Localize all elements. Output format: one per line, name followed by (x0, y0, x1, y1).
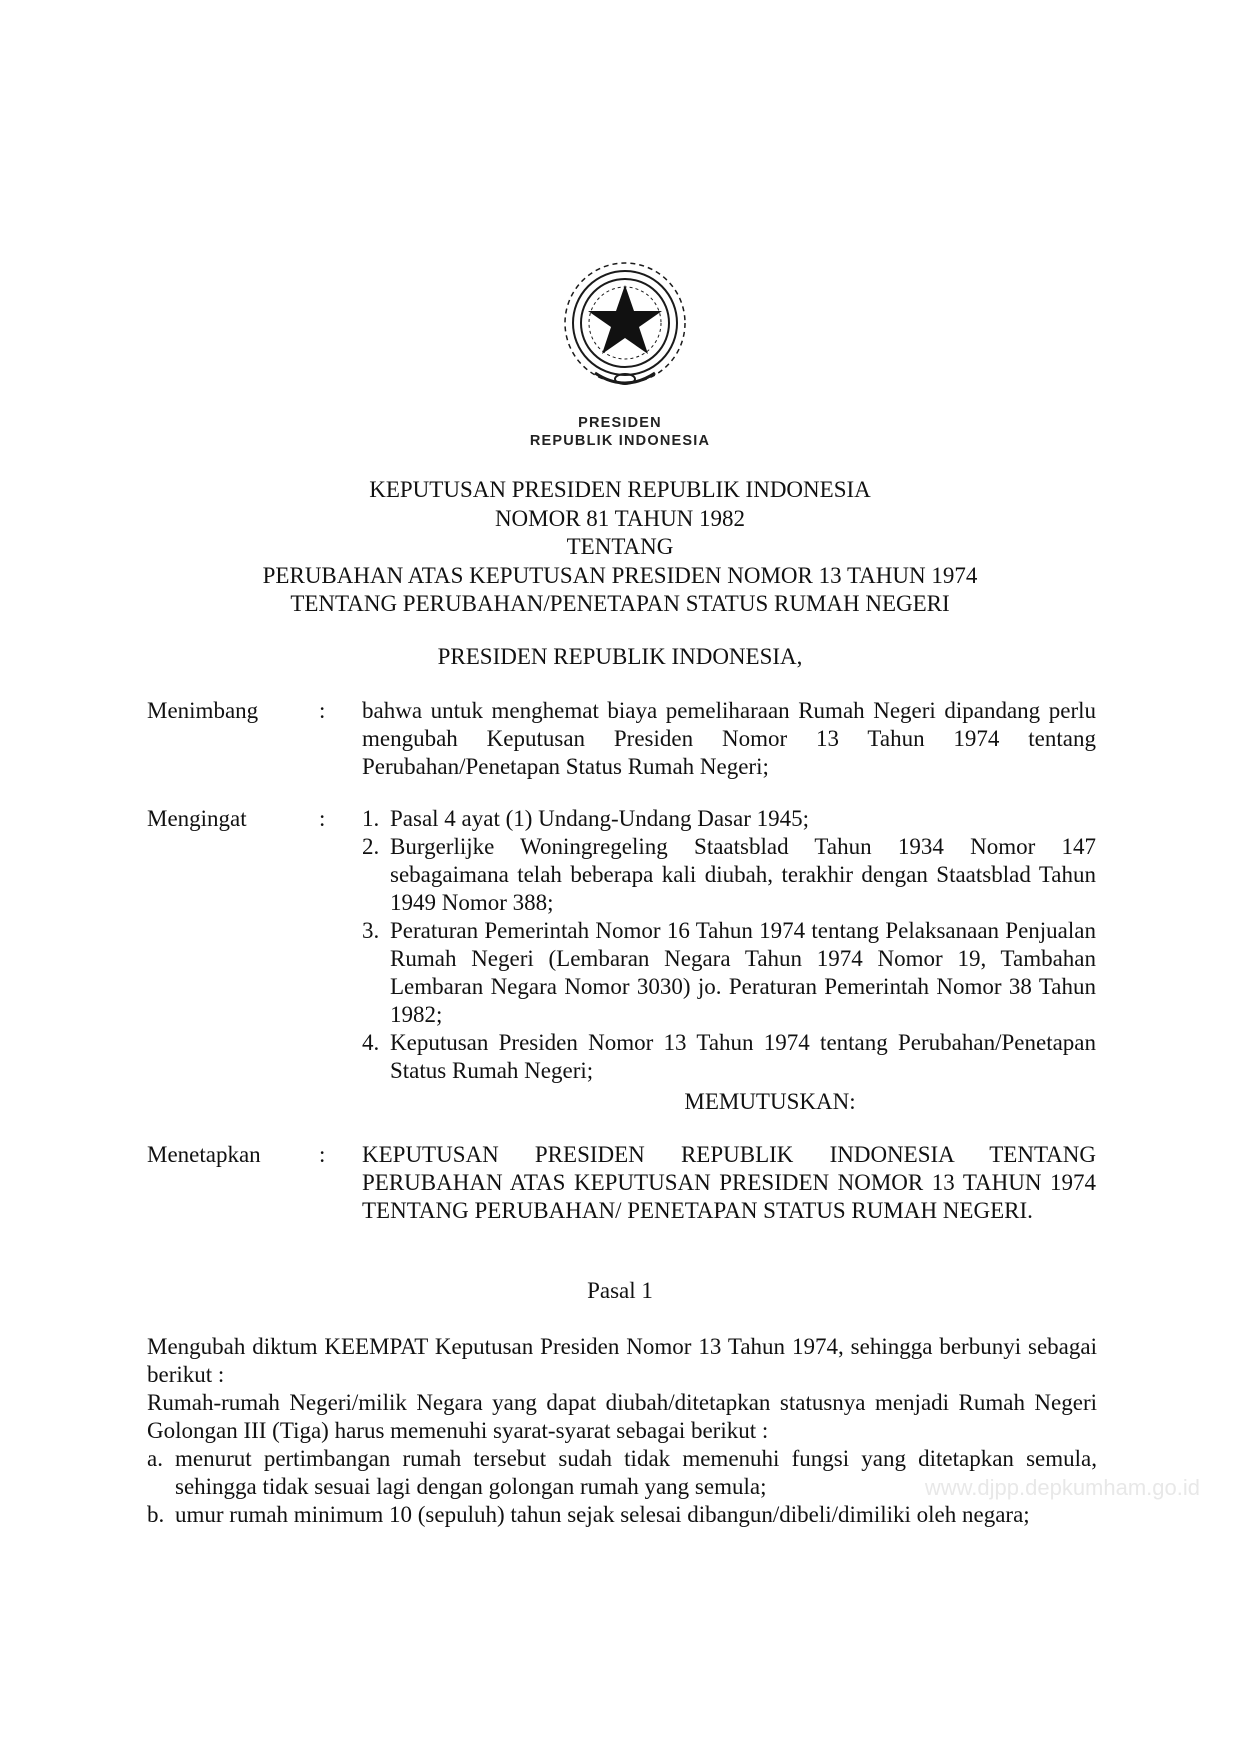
pasal-1-item: a. menurut pertimbangan rumah tersebut sudah tidak memenuhi fungsi yang ditetapkan semula, sehingga tidak sesuai lagi dengan golongan rumah yang semula; (147, 1446, 1097, 1499)
menetapkan-label: Menetapkan (147, 1142, 261, 1167)
pasal-1-body: Rumah-rumah Negeri/milik Negara yang dapat diubah/ditetapkan statusnya menjadi Rumah Negeri Golongan III (Tiga) harus memenuhi syarat-syarat sebagai berikut : (147, 1390, 1097, 1443)
mengingat-item: 3. Peraturan Pemerintah Nomor 16 Tahun 1974 tentang Pelaksanaan Penjualan Rumah Negeri (Lembaran Negara Tahun 1974 Nomor 19, Tambahan Lembaran Negara Nomor 3030) jo. Peraturan Pemerintah Nomor 38 Tahun 1982; (362, 918, 1096, 1027)
title-line-1: KEPUTUSAN PRESIDEN REPUBLIK INDONESIA (369, 477, 871, 502)
title-line-3: TENTANG (566, 534, 674, 559)
document-title (150, 476, 1090, 619)
mengingat-item: 1. Pasal 4 ayat (1) Undang-Undang Dasar 1945; (362, 806, 809, 831)
menetapkan-text: KEPUTUSAN PRESIDEN REPUBLIK INDONESIA TENTANG PERUBAHAN ATAS KEPUTUSAN PRESIDEN NOMOR 13 TAHUN 1974 TENTANG PERUBAHAN/ PENETAPAN STATUS RUMAH NEGERI. (362, 1142, 1096, 1223)
menimbang-text: bahwa untuk menghemat biaya pemeliharaan Rumah Negeri dipandang perlu mengubah Keputusan Presiden Nomor 13 Tahun 1974 tentang Perubahan/Penetapan Status Rumah Negeri; (362, 698, 1096, 779)
emblem-label-republik: REPUBLIK INDONESIA (529, 433, 711, 449)
pasal-1-item: b. umur rumah minimum 10 (sepuluh) tahun sejak selesai dibangun/dibeli/dimiliki oleh negara; (147, 1502, 1030, 1527)
pasal-1-intro: Mengubah diktum KEEMPAT Keputusan Presiden Nomor 13 Tahun 1974, sehingga berbunyi sebagai berikut : (147, 1334, 1097, 1387)
watermark: www.djpp.depkumham.go.id (924, 1475, 1200, 1500)
menimbang-colon: : (319, 698, 326, 723)
mengingat-item: 2. Burgerlijke Woningregeling Staatsblad Tahun 1934 Nomor 147 sebagaimana telah beberapa kali diubah, terakhir dengan Staatsblad Tahun 1949 Nomor 388; (362, 834, 1096, 915)
menetapkan-colon: : (319, 1142, 326, 1167)
mengingat-label: Mengingat (147, 806, 247, 831)
mengingat-colon: : (319, 806, 326, 831)
memutuskan-heading: MEMUTUSKAN: (684, 1089, 856, 1114)
president-heading: PRESIDEN REPUBLIK INDONESIA, (437, 644, 803, 669)
mengingat-list (362, 805, 1096, 1085)
pasal-1-heading: Pasal 1 (587, 1278, 653, 1303)
title-line-4: PERUBAHAN ATAS KEPUTUSAN PRESIDEN NOMOR 13 TAHUN 1974 (262, 562, 978, 588)
garuda-star-wreath-emblem-icon (550, 255, 700, 405)
title-line-5: TENTANG PERUBAHAN/PENETAPAN STATUS RUMAH NEGERI (290, 591, 950, 616)
emblem-label-presiden: PRESIDEN (578, 415, 662, 431)
title-line-2: NOMOR 81 TAHUN 1982 (494, 505, 746, 531)
menimbang-label: Menimbang (147, 698, 259, 723)
mengingat-item: 4. Keputusan Presiden Nomor 13 Tahun 1974 tentang Perubahan/Penetapan Status Rumah Negeri; (362, 1030, 1096, 1083)
